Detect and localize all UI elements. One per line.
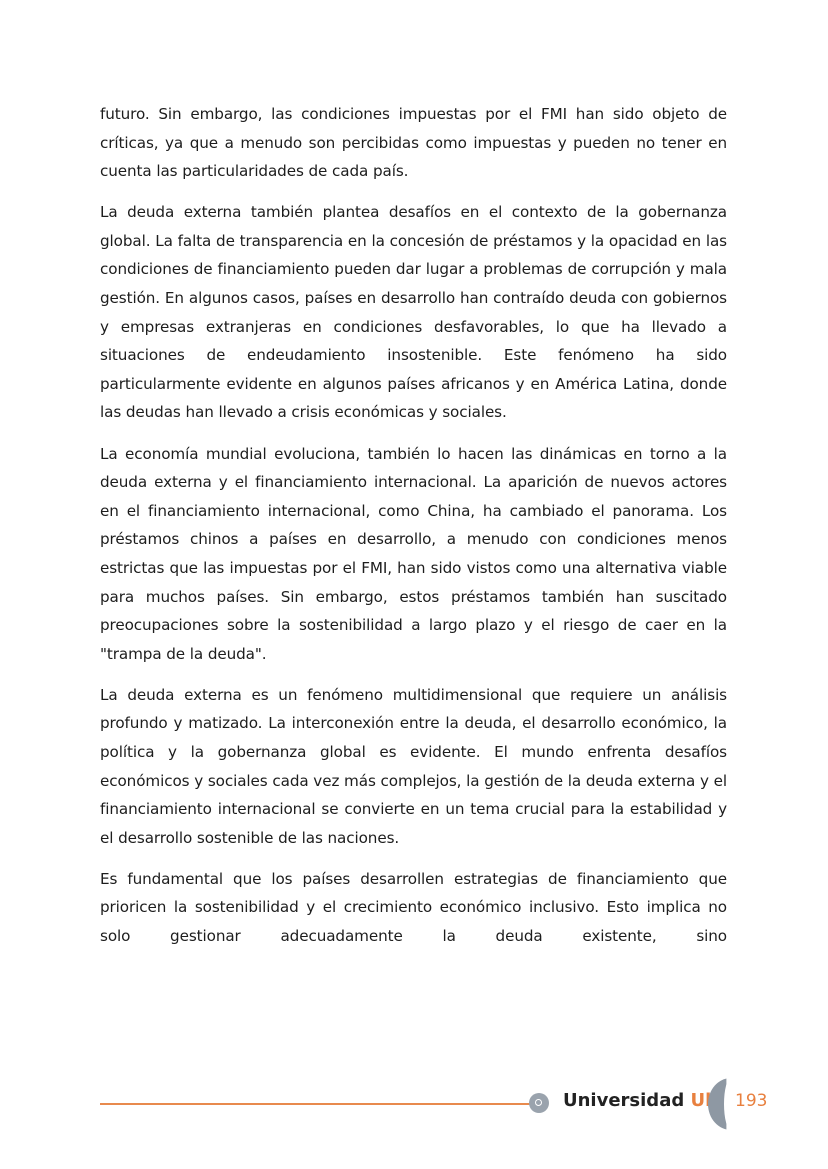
brand-name: Universidad — [563, 1090, 685, 1111]
paragraph: Es fundamental que los países desarrollen estrategias de financiamiento que prioricen la sostenibilidad y el crecimiento económico inclusivo. Esto implica no solo gestionar adecuadamente la deuda existente, sino — [100, 869, 727, 946]
target-circle-icon — [529, 1093, 549, 1113]
paragraph: La deuda externa es un fenómeno multidimensional que requiere un análisis profundo y matizado. La interconexión entre la deuda, el desarrollo económico, la política y la gobernanza global es evidente. El mundo enfrenta desafíos económicos y sociales cada vez más complejos, la gestión de la deuda externa y el financiamiento internacional se convierte en un tema crucial para la estabilidad y el desarrollo sostenible de las naciones. — [100, 685, 727, 847]
brand-suffix: Uk — [690, 1090, 718, 1111]
footer-divider — [100, 1103, 530, 1105]
page-number: 193 — [735, 1091, 768, 1111]
page-body — [100, 100, 727, 963]
paragraph: futuro. Sin embargo, las condiciones impuestas por el FMI han sido objeto de críticas, ya que a menudo son percibidas como impuestas y pueden no tener en cuenta las particularidades de cada país. — [100, 105, 727, 181]
paragraph: La economía mundial evoluciona, también lo hacen las dinámicas en torno a la deuda externa y el financiamiento internacional. La aparición de nuevos actores en el financiamiento internacional, como China, ha cambiado el panorama. Los préstamos chinos a países en desarrollo, a menudo con condiciones menos estrictas que las impuestas por el FMI, han sido vistos como una alternativa viable para muchos países. Sin embargo, estos préstamos también han suscitado preocupaciones sobre la sostenibilidad a largo plazo y el riesgo de caer en la "trampa de la deuda". — [100, 444, 727, 663]
paragraph: La deuda externa también plantea desafíos en el contexto de la gobernanza global. La falta de transparencia en la concesión de préstamos y la opacidad en las condiciones de financiamiento pueden dar lugar a problemas de corrupción y mala gestión. En algunos casos, países en desarrollo han contraído deuda con gobiernos y empresas extranjeras en condiciones desfavorables, lo que ha llevado a situaciones de endeudamiento insostenible. Este fenómeno ha sido particularmente evidente en algunos países africanos y en América Latina, donde las deudas han llevado a crisis económicas y sociales. — [100, 203, 727, 422]
footer-brand — [563, 1090, 717, 1111]
